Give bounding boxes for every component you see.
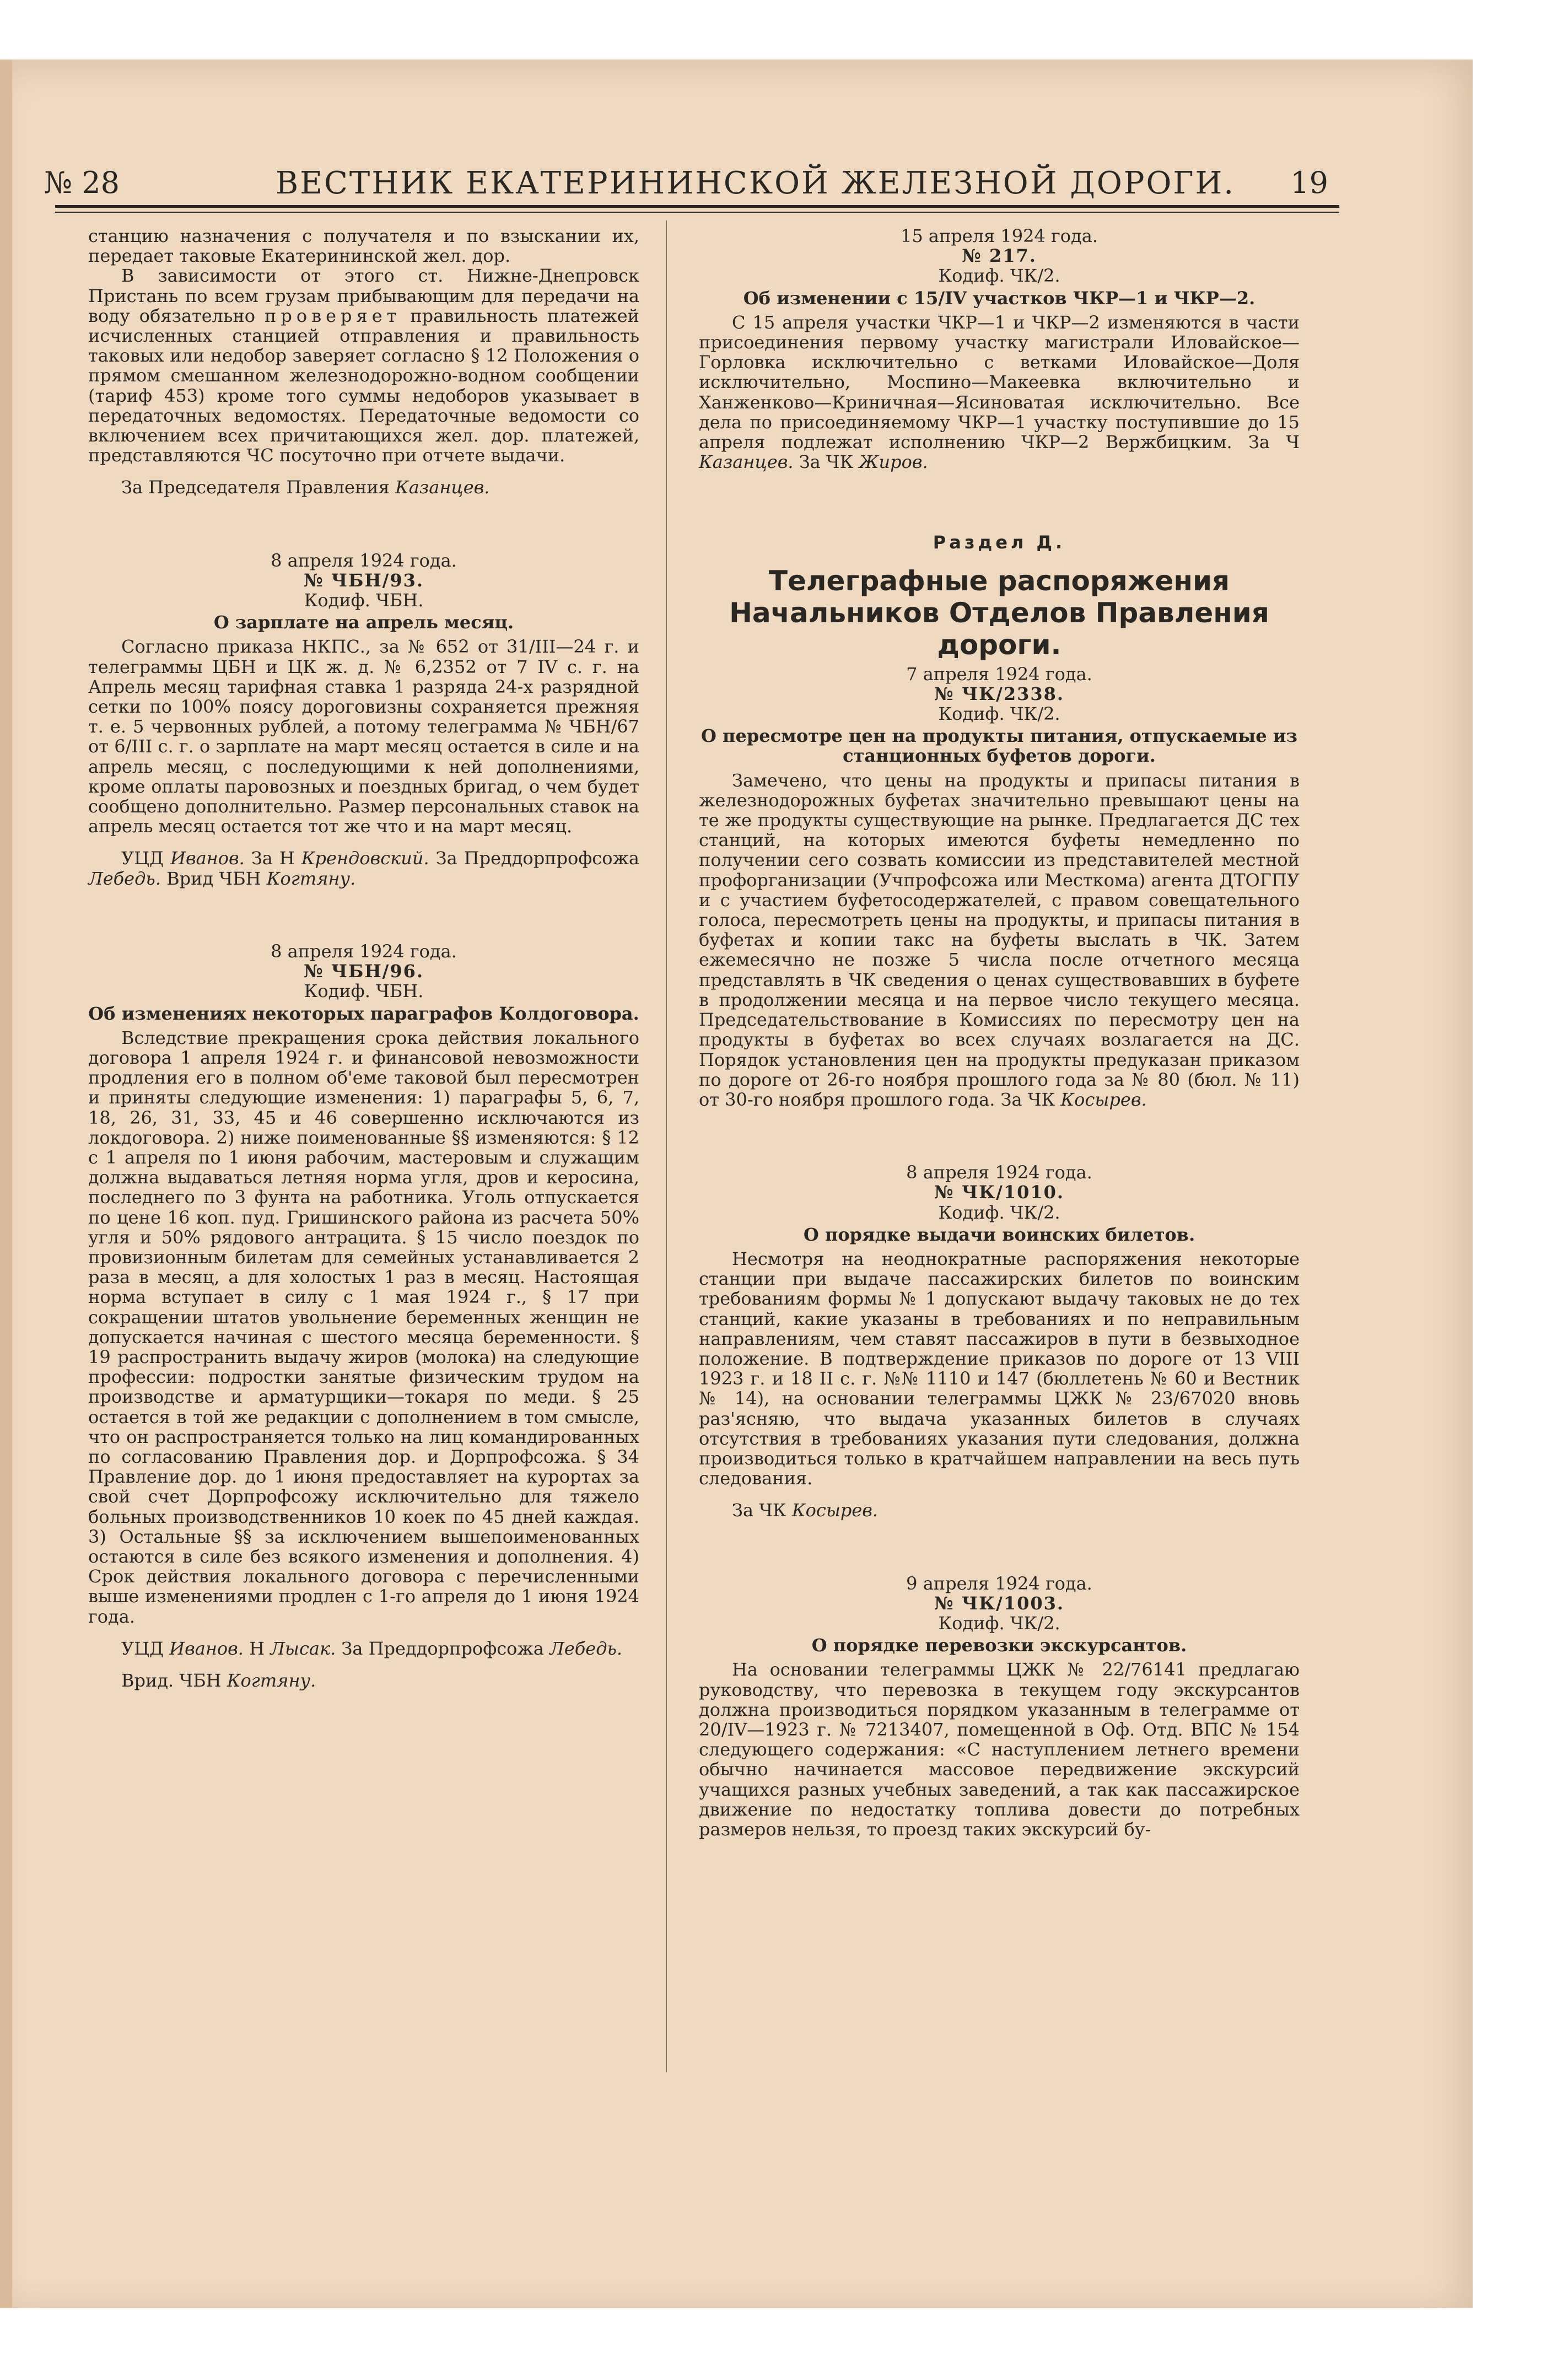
article-date: 9 апреля 1924 года. [906,1572,1092,1594]
article-subject: Об изменениях некоторых параграфов Колдоговора. [88,1003,639,1024]
publication-title: ВЕСТНИК ЕКАТЕРИНИНСКОЙ ЖЕЛЕЗНОЙ ДОРОГИ. [276,165,1236,201]
codification: Кодиф. ЧК/2. [938,1612,1060,1634]
right-column [699,226,1300,1839]
page-header [44,165,1328,204]
order-number: № 217. [962,245,1037,267]
signature: УЦД Иванов. Н Лысак. За Преддорпрофсожа Лебедь. [121,1638,623,1659]
article-paragraph: Вследствие прекращения срока действия локального договора 1 апреля 1924 г. и финансовой невозможности продления его в полном об'еме таковой был пересмотрен и приняты следующие изменения: 1) параграфы 5, 6, 7, 18, 26, 31, 33, 45 и 46 совершенно исключаются из локдоговора. 2) ниже поименованные §§ изменяются: § 12 с 1 апреля по 1 июня рабочим, мастеровым и служащим должна выдаваться летняя норма угля, дров и керосина, последнего по 3 фунта на работника. Уголь отпускается по цене 16 коп. пуд. Гришинского района из расчета 50% угля и 50% рядового антрацита. § 15 число поездок по провизионным билетам для семейных устанавливается 2 раза в месяц, а для холостых 1 раз в месяц. Настоящая норма вступает в силу с 1 мая 1924 г., § 17 при сокращении штатов увольнение беременных женщин не допускается начиная с шестого месяца беременности. § 19 распространить выдачу жиров (молока) на следующие профессии: подростки занятые физическим трудом на производстве и арматурщики—токаря по меди. § 25 остается в той же редакции с дополнением в том смысле, что он распространяется только на лиц командированных по согласованию Правления дор. и Дорпрофсожа. § 34 Правление дор. до 1 июня предоставляет на курортах за свой счет Дорпрофсожу исключительно для тяжело больных производственников 10 коек по 45 дней каждая. 3) Остальные §§ за исключением вышепоименованных остаются в силе без всякого изменения и дополнения. 4) Срок действия локального договора с перечисленными выше изменениями продлен с 1-го апреля до 1 июня 1924 года. [88,1027,639,1627]
codification: Кодиф. ЧБН. [304,981,424,1002]
signature: За ЧК Косырев. [732,1500,879,1521]
article-subject: Об изменении с 15/IV участков ЧКР—1 и ЧКР—2. [743,287,1256,309]
page-number: 19 [1290,165,1328,200]
article-date: 8 апреля 1924 года. [271,940,457,962]
article-paragraph: В зависимости от этого ст. Нижне-Днепровск Пристань по всем грузам прибывающим для передачи на воду обязательно проверяет правильность платежей исчисленных станцией отправления и правильность таковых или недобор заверяет согласно § 12 Положения о прямом смешанном железнодорожно-водном сообщении (тариф 453) кроме того суммы недоборов указывает в передаточных ведомостях. Передаточные ведомости со включением всех причитающихся жел. дор. платежей, представляются ЧС посуточно при отчете выдачи. [88,265,639,466]
header-rule-thin [55,212,1339,213]
article-subject: О зарплате на апрель месяц. [213,612,514,633]
article-subject: О порядке перевозки экскурсантов. [811,1635,1187,1656]
signature: Врид. ЧБН Когтяну. [121,1670,316,1691]
column-divider [666,220,667,2072]
article-date: 8 апреля 1924 года. [271,550,457,571]
order-number: № ЧК/1003. [934,1592,1065,1614]
page-edge [0,60,12,2308]
codification: Кодиф. ЧК/2. [938,265,1060,287]
article-subject: О пересмотре цен на продукты питания, отпускаемые из станционных буфетов дороги. [701,725,1297,767]
section-title: Телеграфные распоряжения Начальников Отделов Правления дороги. [729,564,1269,661]
article-subject: О порядке выдачи воинских билетов. [803,1224,1195,1245]
article-paragraph: Замечено, что цены на продукты и припасы питания в железнодорожных буфетах значительно превышают цены на те же продукты существующие на рынке. Предлагается ДС тех станций, на которых имеются буфеты немедленно по получении сего созвать комиссии из представителей местной профорганизации (Учпрофсожа или Месткома) агента ДТОГПУ и с участием буфетосодержателей, с правом совещательного голоса, пересмотреть цены на продукты, и припасы питания в буфетах и копии такс на буфеты выслать в ЧК. Затем ежемесячно не позже 5 числа после отчетного месяца представлять в ЧК сведения о ценах существовавших в буфете в продолжении месяца и на первое число текущего месяца. Председательствование в Комиссиях по пересмотру цен на продукты в буфетах во всех случаях возлагается на ДС. Порядок установления цен на продукты предуказан приказом по дороге от 26-го ноября прошлого года за № 80 (бюл. № 11) от 30-го ноября прошлого года. За ЧК Косырев. [699,769,1300,1110]
issue-number: № 28 [44,165,120,200]
order-number: № ЧБН/93. [303,569,424,591]
article-paragraph: Несмотря на неоднократные распоряжения некоторые станции при выдаче пассажирских билетов по воинским требованиям формы № 1 допускают выдачу таковых не до тех станций, какие указаны в требованиях и по неправильным направлениям, чем ставят пассажиров в пути в безвыходное положение. В подтверждение приказов по дороге от 13 VIII 1923 г. и 18 II с. г. №№ 1110 и 147 (бюллетень № 60 и Вестник № 14), на основании телеграммы ЦЖК № 23/67020 вновь раз'ясняю, что выдача указанных билетов в случаях отсутствия в требованиях указания пути следования, должна производиться только в кратчайшем направлении на весь путь следования. [699,1248,1300,1489]
order-number: № ЧК/1010. [934,1182,1065,1203]
codification: Кодиф. ЧК/2. [938,703,1060,725]
codification: Кодиф. ЧК/2. [938,1202,1060,1223]
section-label: Раздел Д. [933,532,1066,553]
article-date: 7 апреля 1924 года. [906,663,1092,685]
article-date: 8 апреля 1924 года. [906,1162,1092,1183]
order-number: № ЧБН/96. [303,961,424,982]
article-paragraph: С 15 апреля участки ЧКР—1 и ЧКР—2 изменяются в части присоединения первому участку магистрали Иловайское—Горловка исключительно с ветками Иловайское—Доля исключительно, Моспино—Макеевка включительно и Ханженково—Криничная—Ясиноватая исключительно. Все дела по присоединяемому ЧКР—1 участку поступившие до 15 апреля подлежат исполнению ЧКР—2 Вержбицким. За Ч Казанцев. За ЧК Жиров. [699,311,1300,473]
order-number: № ЧК/2338. [934,683,1065,704]
left-column [88,226,639,1690]
codification: Кодиф. ЧБН. [304,590,424,611]
article-continuation: станцию назначения с получателя и по взыскании их, передает таковые Екатерининской жел. дор. [88,225,639,267]
header-rule [55,205,1339,208]
article-paragraph: Согласно приказа НКПС., за № 652 от 31/III—24 г. и телеграммы ЦБН и ЦК ж. д. № 6,2352 от 7 IV с. г. на Апрель месяц тарифная ставка 1 разряда 24-х разрядной сетки по 100% поясу дороговизны сохраняется прежняя т. е. 5 червонных рублей, а потому телеграмма № ЧБН/67 от 6/III с. г. о зарплате на март месяц остается в силе и на апрель месяц, с последующими к ней дополнениями, кроме оплаты паровозных и поездных бригад, о чем будет сообщено дополнительно. Размер персональных ставок на апрель месяц остается тот же что и на март месяц. [88,636,639,837]
article-paragraph: На основании телеграммы ЦЖК № 22/76141 предлагаю руководству, что перевозка в текущем году экскурсантов должна производиться порядком указанным в телеграмме от 20/IV—1923 г. № 7213407, помещенной в Оф. Отд. ВПС № 154 следующего содержания: «С наступлением летнего времени обычно начинается массовое передвижение экскурсий учащихся разных учебных заведений, а так как пассажирское движение по недостатку топлива довести до потребных размеров нельзя, то проезд таких экскурсий бу- [699,1659,1300,1840]
signature: УЦД Иванов. За Н Крендовский. За Преддорпрофсожа Лебедь. Врид ЧБН Когтяну. [88,848,639,889]
signature: За Председателя Правления Казанцев. [121,477,490,498]
article-date: 15 апреля 1924 года. [901,225,1098,246]
